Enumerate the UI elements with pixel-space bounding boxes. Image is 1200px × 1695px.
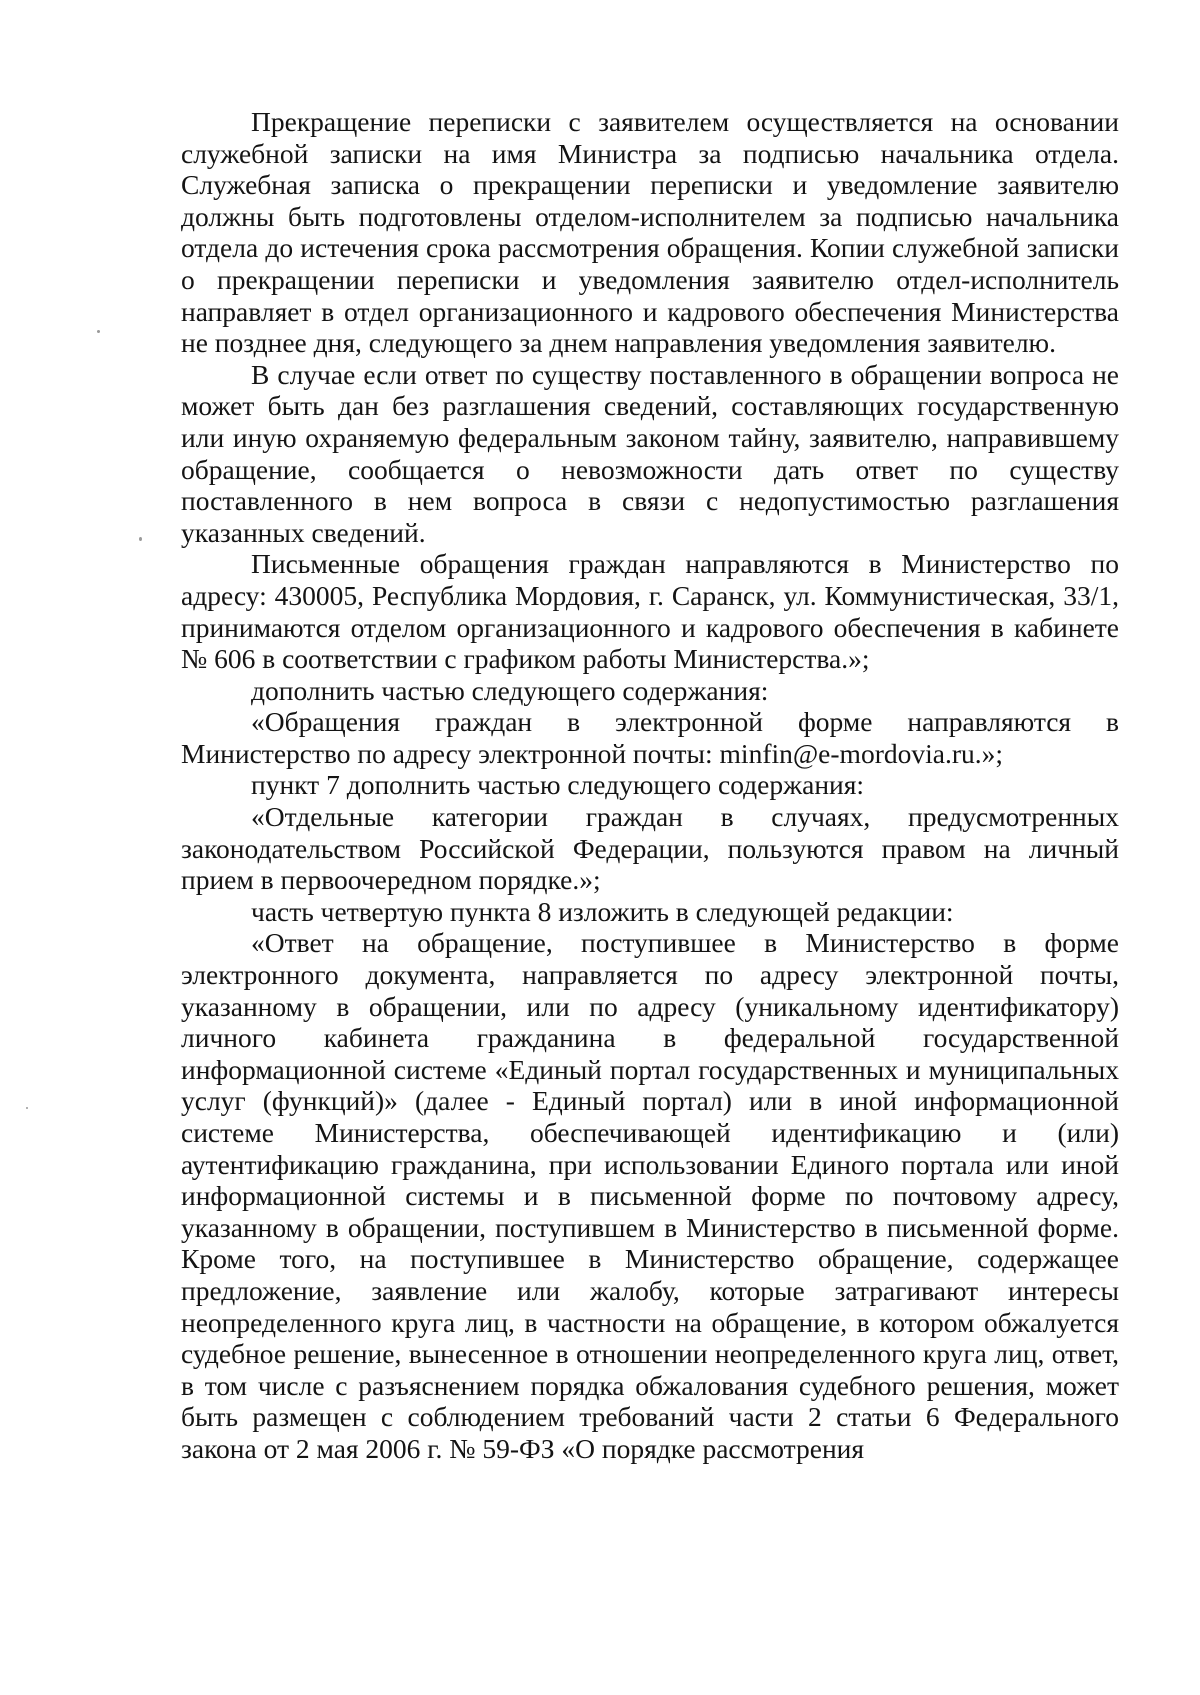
scan-speck: [139, 537, 142, 541]
paragraph-amendment-intro-2: пункт 7 дополнить частью следующего содержания:: [251, 769, 865, 801]
paragraph-termination-of-correspondence: Прекращение переписки с заявителем осуществляется на основании служебной записки на имя Министра за подписью начальника отдела. Служебная записка о прекращении переписки и уведомление заявителю должны быть подготовлены отделом-исполнителем за подписью начальника отдела до истечения срока рассмотрения обращения. Копии служебной записки о прекращении переписки и уведомления заявителю отдел-исполнитель направляет в отдел организационного и кадрового обеспечения Министерства не позднее дня, следующего за днем направления уведомления заявителю.: [181, 106, 1119, 359]
scan-speck: [26, 1107, 28, 1109]
document-body: [181, 106, 1119, 1465]
paragraph-postal-address: Письменные обращения граждан направляются в Министерство по адресу: 430005, Республика Мордовия, г. Саранск, ул. Коммунистическая, 33/1, принимаются отделом организационного и кадрового обеспечения в кабинете № 606 в соответствии с графиком работы Министерства.»;: [181, 548, 1119, 675]
paragraph-priority-reception: «Отдельные категории граждан в случаях, предусмотренных законодательством Российской Федерации, пользуются правом на личный прием в первоочередном порядке.»;: [181, 801, 1119, 896]
scan-speck: [97, 330, 100, 333]
paragraph-electronic-appeals: «Обращения граждан в электронной форме направляются в Министерство по адресу электронной почты: minfin@e-mordovia.ru.»;: [181, 706, 1119, 769]
paragraph-electronic-response: «Ответ на обращение, поступившее в Министерство в форме электронного документа, направляется по адресу электронной почты, указанному в обращении, или по адресу (уникальному идентификатору) личного кабинета гражданина в федеральной государственной информационной системе «Единый портал государственных и муниципальных услуг (функций)» (далее - Единый портал) или в иной информационной системе Министерства, обеспечивающей идентификацию и (или) аутентификацию гражданина, при использовании Единого портала или иной информационной системы и в письменной форме по почтовому адресу, указанному в обращении, поступившем в Министерство в письменной форме. Кроме того, на поступившее в Министерство обращение, содержащее предложение, заявление или жалобу, которые затрагивают интересы неопределенного круга лиц, в частности на обращение, в котором обжалуется судебное решение, вынесенное в отношении неопределенного круга лиц, ответ, в том числе с разъяснением порядка обжалования судебного решения, может быть размещен с соблюдением требований части 2 статьи 6 Федерального закона от 2 мая 2006 г. № 59-ФЗ «О порядке рассмотрения: [181, 927, 1119, 1464]
paragraph-amendment-intro-3: часть четвертую пункта 8 изложить в следующей редакции:: [251, 895, 954, 927]
paragraph-state-secret: В случае если ответ по существу поставленного в обращении вопроса не может быть дан без разглашения сведений, составляющих государственную или иную охраняемую федеральным законом тайну, заявителю, направившему обращение, сообщается о невозможности дать ответ по существу поставленного в нем вопроса в связи с недопустимостью разглашения указанных сведений.: [181, 358, 1119, 548]
paragraph-amendment-intro-1: дополнить частью следующего содержания:: [251, 674, 769, 706]
